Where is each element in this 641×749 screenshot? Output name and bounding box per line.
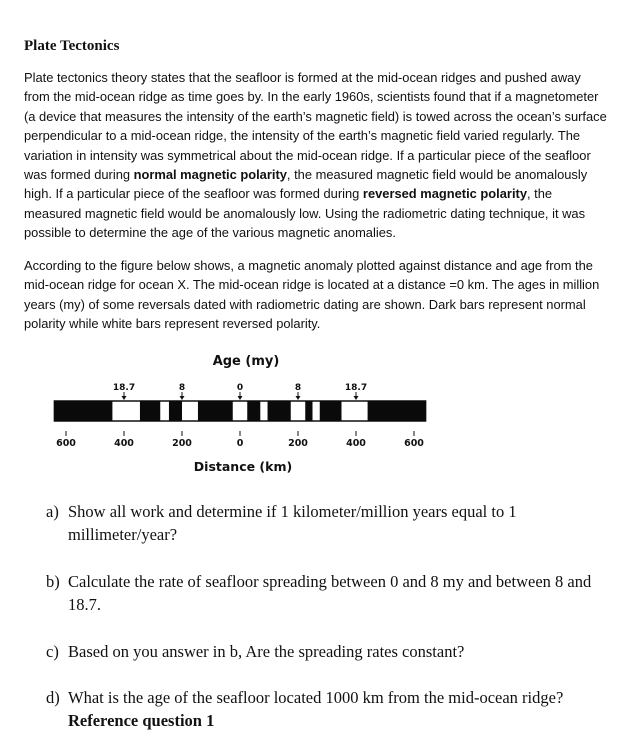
normal-polarity-bar — [320, 401, 342, 421]
age-label: 0 — [236, 383, 244, 393]
distance-tick-label: 200 — [288, 438, 308, 449]
normal-polarity-bar — [305, 401, 312, 421]
question-a — [46, 500, 606, 546]
question-text: Calculate the rate of seafloor spreading between 0 and 8 my and between 8 and 18.7. — [68, 572, 592, 614]
normal-polarity-bar — [169, 401, 182, 421]
question-c — [46, 640, 606, 663]
age-labels — [113, 383, 367, 400]
distance-tick-label: 0 — [236, 438, 244, 449]
question-text: Show all work and determine if 1 kilometer/million years equal to 1 millimeter/year? — [68, 502, 517, 544]
question-letter: a) — [46, 502, 59, 521]
chart-title: Age (my) — [212, 354, 280, 369]
question-letter: c) — [46, 642, 59, 661]
x-axis-label: Distance (km) — [193, 459, 293, 474]
question-letter: b) — [46, 572, 60, 591]
age-arrow-head — [238, 396, 243, 400]
question-text: What is the age of the seafloor located 1000 km from the mid-ocean ridge? — [68, 688, 564, 707]
age-arrow-head — [296, 396, 301, 400]
normal-polarity-bar — [247, 401, 260, 421]
reversed-polarity-term: reversed magnetic polarity — [362, 186, 527, 202]
distance-tick-label: 600 — [56, 438, 76, 449]
age-arrow-head — [354, 396, 359, 400]
age-label: 18.7 — [112, 383, 136, 393]
intro-text-1: Plate tectonics theory states that the seafloor is formed at the mid-ocean ridges and pushed away from the mid-ocean ridge as time goes by. In the early 1960s, scientists found that if a magnetometer (a device that measures the intensity of the earth’s magnetic field) is towed across the ocean’s surface perpendicular to a mid-ocean ridge, the intensity of the earth’s magnetic field varied regularly. The variation in intensity was symmetrical about the mid-ocean ridge. If a particular piece of the seafloor was formed during — [24, 70, 607, 183]
polarity-bars — [54, 401, 425, 421]
question-reference: Reference question 1 — [68, 711, 215, 730]
normal-polarity-bar — [198, 401, 233, 421]
intro-paragraph — [24, 68, 608, 243]
intro-text-3: , the measured magnetic field would be anomalously low. Using the radiometric dating technique, it was possible to determine the age of the various magnetic anomalies. — [24, 186, 586, 241]
normal-polarity-bar — [268, 401, 291, 421]
normal-polarity-bar — [368, 401, 426, 421]
age-label: 18.7 — [344, 383, 368, 393]
age-arrow-head — [122, 396, 127, 400]
distance-tick-label: 400 — [114, 438, 134, 449]
figure-description-paragraph: According to the figure below shows, a magnetic anomaly plotted against distance and age from the mid-ocean ridge for ocean X. The mid-ocean ridge is located at a distance =0 km. The ages in million years (my) of some reversals dated with radiometric dating are shown. Dark bars represent normal polarity while white bars represent reversed polarity. — [24, 258, 600, 332]
distance-tick-label: 400 — [346, 438, 366, 449]
age-label: 8 — [294, 383, 302, 393]
age-label: 8 — [178, 383, 186, 393]
magnetic-anomaly-figure — [0, 345, 641, 480]
document-title: Plate Tectonics — [24, 38, 120, 54]
distance-tick-label: 200 — [172, 438, 192, 449]
question-body — [68, 686, 606, 732]
intro-text-2: , the measured magnetic field would be anomalously high. If a particular piece of the seafloor was formed during — [24, 167, 588, 202]
distance-ticks — [56, 431, 424, 449]
question-d — [46, 686, 606, 732]
normal-polarity-term: normal magnetic polarity — [133, 167, 287, 183]
question-letter: d) — [46, 688, 60, 707]
normal-polarity-bar — [54, 401, 112, 421]
question-text: Based on you answer in b, Are the spreading rates constant? — [68, 642, 465, 661]
question-b — [46, 570, 606, 616]
age-arrow-head — [180, 396, 185, 400]
normal-polarity-bar — [140, 401, 160, 421]
distance-tick-label: 600 — [404, 438, 424, 449]
